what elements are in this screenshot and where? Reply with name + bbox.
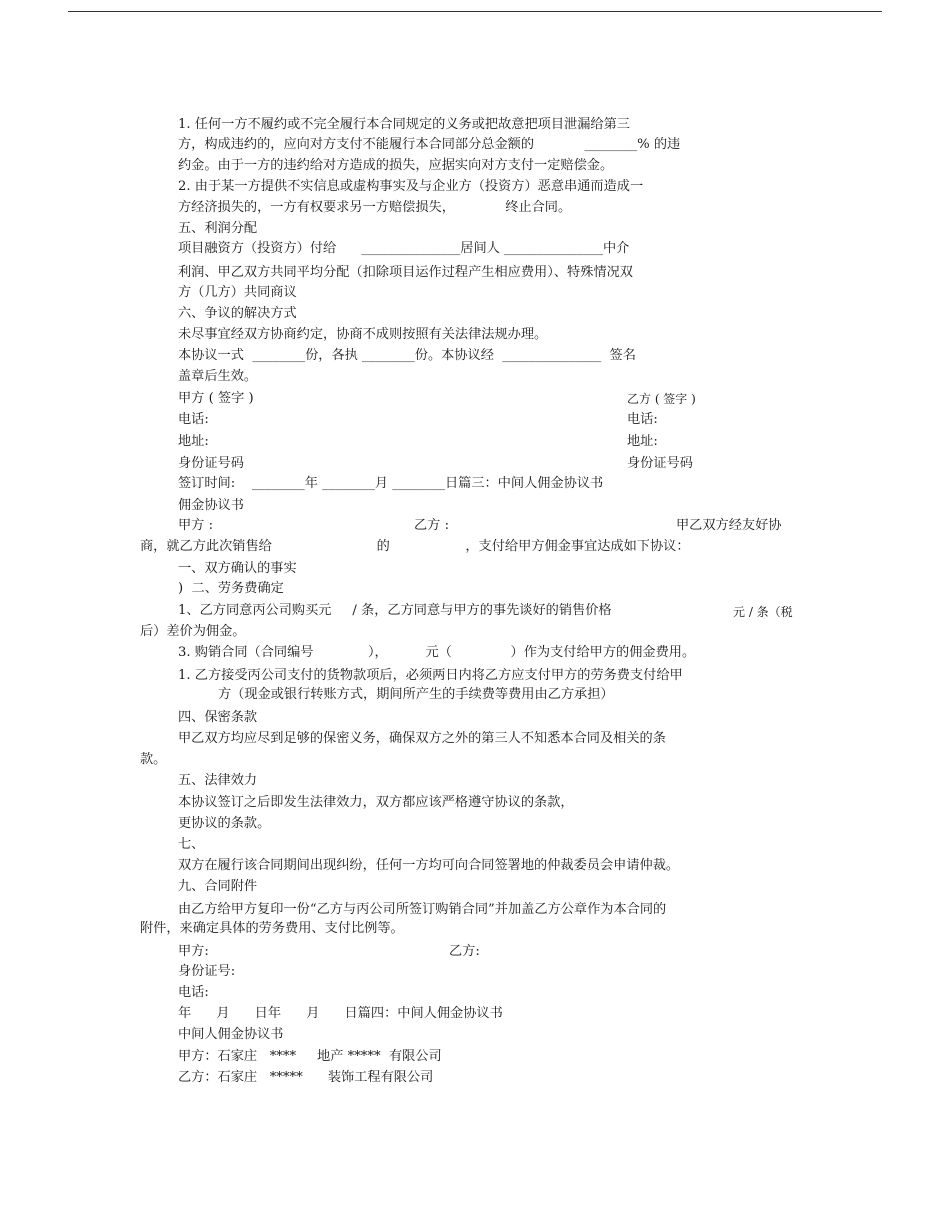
party-a-label: 甲方 :	[178, 518, 214, 533]
section-heading: 一、双方确认的事实	[178, 561, 297, 576]
text-line: 后）差价为佣金。	[140, 624, 246, 639]
text-line: 商，就乙方此次销售给 的 ，支付给甲方佣金事宜达成如下协议：	[140, 539, 690, 554]
party-a-signature: 甲方 ( 签字 )	[178, 391, 254, 406]
text-line: 元 / 条（税	[733, 605, 793, 619]
text-line: 未尽事宜经双方协商约定，协商不成则按照有关法律法规办理。	[178, 327, 548, 342]
text-line: 1. 任何一方不履约或不完全履行本合同规定的义务或把故意把项目泄漏给第三	[178, 117, 630, 132]
text-line: 利润、甲乙双方共同平均分配（扣除项目运作过程产生相应费用）、特殊情况双	[178, 265, 633, 280]
text-line: 甲乙双方均应尽到足够的保密义务，确保双方之外的第三人不知悉本合同及相关的条	[178, 731, 666, 746]
text-line: 更协议的条款。	[178, 816, 271, 831]
text-line: 本协议一式 ________份，各执 ________份。本协议经 _______________ 签名	[178, 348, 636, 363]
doc-title: 佣金协议书	[178, 498, 244, 513]
text-line: 方，构成违约的，应向对方支付不能履行本合同部分总金额的 ________% 的违	[178, 137, 681, 152]
party-b-line: 乙方：石家庄 ***** 装饰工程有限公司	[178, 1070, 434, 1085]
party-b-label: 乙方 :	[414, 518, 450, 533]
party-b-address: 地址:	[627, 434, 658, 449]
text-line: 本协议签订之后即发生法律效力，双方都应该严格遵守协议的条款，	[178, 795, 574, 810]
text-line: 项目融资方（投资方）付给 _______________居间人 _______________中介	[178, 241, 630, 256]
text-line: 款。	[140, 752, 167, 767]
text-line: 约金。由于一方的违约给对方造成的损失，应据实向对方支付一定赔偿金。	[178, 158, 614, 173]
sign-date: 签订时间: ________年 ________月 ________日篇三：中间人佣金协议书	[178, 476, 604, 491]
section-heading: ) 二、劳务费确定	[178, 581, 284, 596]
doc-title: 中间人佣金协议书	[178, 1027, 284, 1042]
party-a-id: 身份证号码	[178, 456, 244, 471]
party-b-id: 身份证号码	[627, 456, 693, 471]
party-b-label: 乙方:	[449, 944, 480, 959]
party-a-line: 甲方：石家庄 **** 地产 ***** 有限公司	[178, 1049, 442, 1064]
section-heading: 九、合同附件	[178, 879, 258, 894]
text-line: 盖章后生效。	[178, 369, 258, 384]
party-b-phone: 电话:	[627, 412, 658, 427]
text-line: 由乙方给甲方复印一份“乙方与丙公司所签订购销合同”并加盖乙方公章作为本合同的	[178, 902, 667, 917]
party-a-phone: 电话:	[178, 412, 209, 427]
text-line: 方（现金或银行转账方式，期间所产生的手续费等费用由乙方承担）	[218, 687, 614, 702]
section-heading: 七、	[178, 837, 205, 852]
id-label: 身份证号:	[178, 964, 236, 979]
header-rule	[68, 11, 882, 12]
phone-label: 电话:	[178, 985, 209, 1000]
section-heading: 四、保密条款	[178, 710, 258, 725]
text-line: 附件，来确定具体的劳务费用、支付比例等。	[140, 921, 404, 936]
text-line: 2. 由于某一方提供不实信息或虚构事实及与企业方（投资方）恶意串通而造成一	[178, 179, 644, 194]
party-b-signature: 乙方 ( 签字 )	[627, 392, 696, 406]
text-line: 双方在履行该合同期间出现纠纷，任何一方均可向合同签署地的仲裁委员会申请仲裁。	[178, 858, 680, 873]
date-line: 年 月 日年 月 日篇四：中间人佣金协议书	[178, 1006, 503, 1021]
party-a-label: 甲方:	[178, 944, 209, 959]
text-line: 方经济损失的，一方有权要求另一方赔偿损失， 终止合同。	[178, 200, 572, 215]
text-line: 1、乙方同意丙公司购买元 / 条，乙方同意与甲方的事先谈好的销售价格	[178, 603, 612, 618]
text-line: 方（几方）共同商议	[178, 285, 297, 300]
section-heading: 五、利润分配	[178, 221, 258, 236]
section-heading: 五、法律效力	[178, 773, 258, 788]
text-line: 3. 购销合同（合同编号 ）， 元（ ）作为支付给甲方的佣金费用。	[178, 645, 696, 660]
text-line: 1. 乙方接受丙公司支付的货物款项后，必须两日内将乙方应支付甲方的劳务费支付给甲	[178, 668, 683, 683]
text-line: 甲乙双方经友好协	[676, 518, 782, 533]
section-heading: 六、争议的解决方式	[178, 306, 297, 321]
party-a-address: 地址:	[178, 434, 209, 449]
